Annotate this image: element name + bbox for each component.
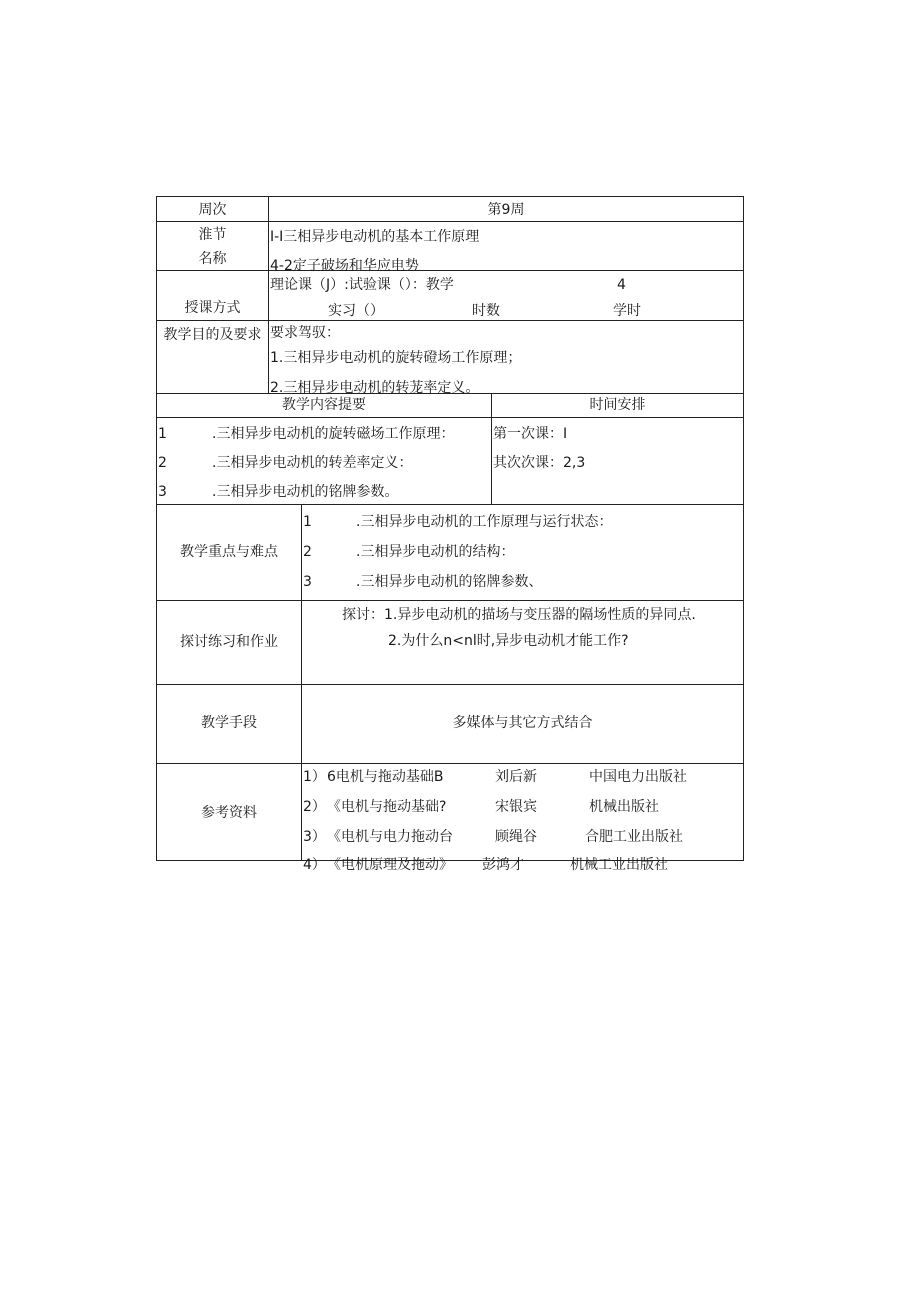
reference-author: 彭鸿才 [482, 857, 524, 873]
key-point-number: 1 [303, 514, 312, 530]
objectives-label: 教学目的及要求 [163, 327, 262, 343]
reference-publisher: 机械工业出版社 [570, 857, 668, 873]
teaching-hours-unit: 学时 [613, 303, 641, 319]
row-divider [156, 600, 744, 601]
row-divider [156, 320, 744, 321]
key-point-text: .三相异步电动机的铭牌参数、 [356, 574, 543, 590]
content-header: 教学内容提要 [282, 397, 366, 413]
reference-title: 6电机与拖动基础B [327, 769, 444, 785]
content-item-number: 1 [158, 426, 167, 442]
content-item-text: .三相异步电动机的转差率定义： [212, 455, 413, 471]
chapter-title: I-I三相异步电动机的基本工作原理 [270, 229, 480, 245]
reference-publisher: 合肥工业出版社 [585, 829, 683, 845]
reference-publisher: 中国电力出版社 [589, 769, 687, 785]
means-label: 教学手段 [201, 715, 257, 731]
reference-row-clip [302, 855, 743, 873]
content-item-number: 2 [158, 455, 167, 471]
chapter-label: 淮节 [198, 227, 227, 243]
reference-title: 《电机与拖动基础? [327, 799, 447, 815]
reference-title: 《电机与电力拖动台 [327, 829, 453, 845]
schedule-header: 时间安排 [589, 397, 646, 413]
objective-item: 2.三相异步电动机的转茏率定义。 [270, 380, 480, 396]
reference-author: 顾绳谷 [495, 829, 537, 845]
exercise-line: 探讨：1.异步电动机的描场与变压器的隔场性质的异同点. [342, 607, 696, 623]
reference-number: 3） [303, 829, 326, 845]
key-point-text: .三相异步电动机的工作原理与运行状态： [356, 514, 613, 530]
content-item-number: 3 [158, 484, 167, 500]
means-value: 多媒体与其它方式结合 [452, 715, 593, 731]
chapter-title-clip [270, 255, 740, 274]
column-divider [268, 196, 269, 393]
objectives-intro: 要求驾驭： [270, 325, 340, 341]
row-divider [156, 763, 744, 764]
references-label: 参考资料 [201, 805, 257, 821]
row-divider [156, 684, 744, 685]
reference-number: 2） [303, 799, 326, 815]
schedule-item: 第一次课：I [493, 426, 568, 442]
row-divider [156, 270, 744, 271]
exercise-line: 2.为什么n<nl时,异步电动机才能工作? [388, 633, 629, 649]
content-item-text: .三相异步电动机的旋转磁场工作原理： [212, 426, 455, 442]
teaching-mode-label: 授课方式 [184, 300, 241, 316]
week-label: 周次 [198, 202, 227, 218]
key-point-text: .三相异步电动机的结构： [356, 544, 515, 560]
key-point-number: 2 [303, 544, 312, 560]
teaching-mode-practice: 实习（） [328, 303, 384, 319]
reference-title: 《电机原理及拖动》 [327, 857, 453, 873]
row-divider [156, 417, 744, 418]
exercises-label: 探讨练习和作业 [180, 634, 278, 650]
column-divider [301, 504, 302, 861]
chapter-title: 4-2定子破场和华应电势 [270, 258, 419, 274]
teaching-hours-label: 时数 [472, 303, 500, 319]
reference-publisher: 机械出版社 [589, 799, 659, 815]
reference-number: 1） [303, 769, 326, 785]
chapter-label: 名称 [198, 251, 227, 267]
teaching-mode-theory: 理论课（J）:试验课（）：教学 [270, 277, 454, 293]
key-point-number: 3 [303, 574, 312, 590]
reference-author: 刘后新 [495, 769, 537, 785]
row-divider [156, 504, 744, 505]
objective-item: 1.三相异步电动机的旋转磴场工作原理； [270, 350, 522, 366]
schedule-item: 其次次课：2,3 [493, 455, 586, 471]
reference-author: 宋银宾 [495, 799, 537, 815]
content-item-text: .三相异步电动机的铭牌参数。 [212, 484, 399, 500]
week-value: 第9周 [487, 202, 525, 218]
teaching-hours-value: 4 [617, 277, 626, 293]
key-points-label: 教学重点与难点 [180, 544, 278, 560]
row-divider [156, 221, 744, 222]
reference-number: 4） [303, 857, 326, 873]
objective-item-clip [270, 377, 740, 396]
